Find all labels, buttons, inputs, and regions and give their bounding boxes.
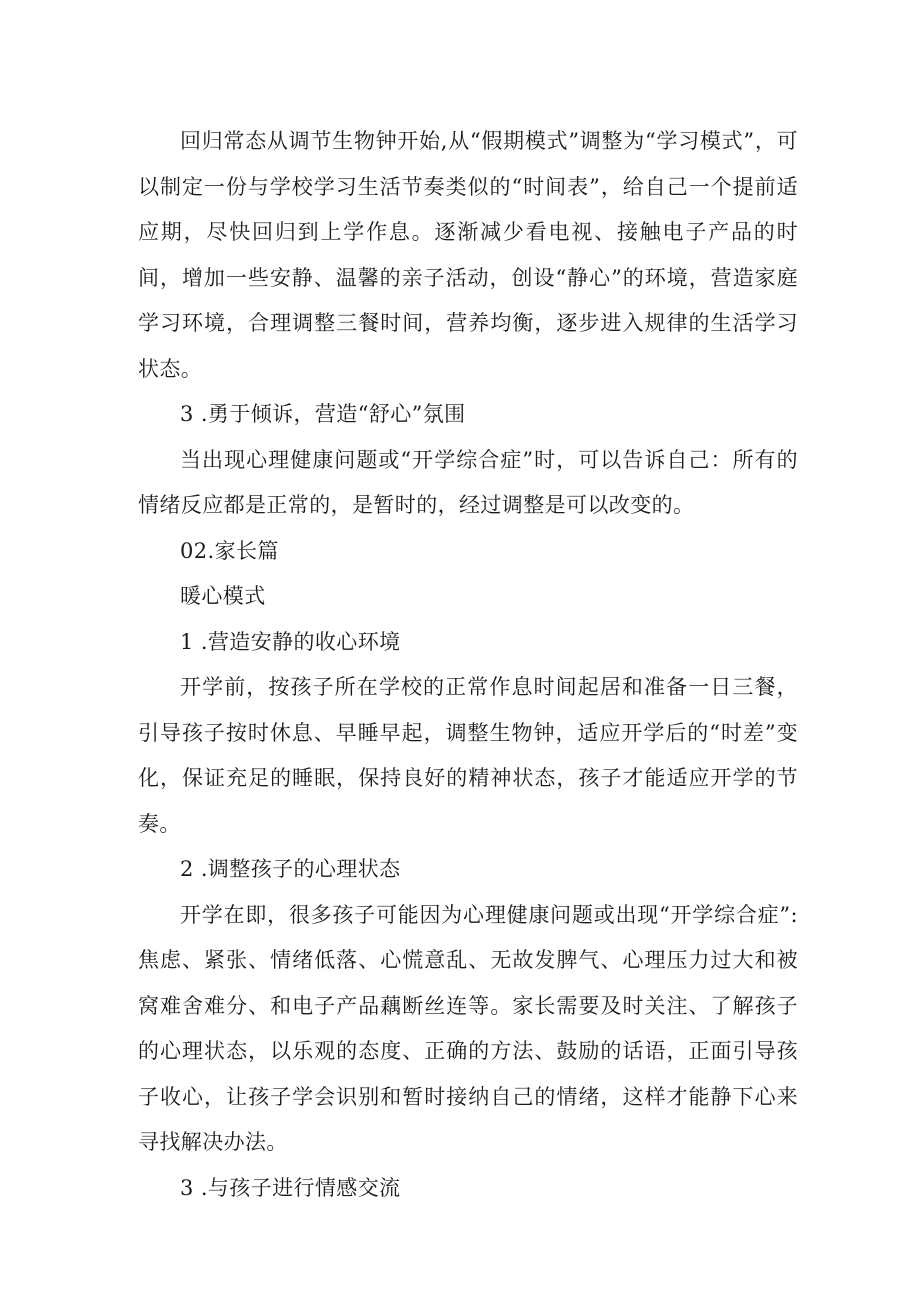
paragraph-schedule: 开学前，按孩子所在学校的正常作息时间起居和准备一日三餐，引导孩子按时休息、早睡早起，调整生物钟，适应开学后的“时差”变化，保证充足的睡眠，保持良好的精神状态，孩子才能适应开学的节奏。 [138, 675, 798, 836]
heading-emotional-communication: 3 .与孩子进行情感交流 [180, 1175, 401, 1200]
paragraph-emotions: 当出现心理健康问题或“开学综合症”时，可以告诉自己：所有的情绪反应都是正常的，是暂时的，经过调整是可以改变的。 [138, 447, 798, 517]
document-body [138, 119, 798, 1211]
subheading-warm-mode: 暖心模式 [180, 584, 266, 608]
paragraph-routine: 回归常态从调节生物钟开始,从“假期模式”调整为“学习模式”，可以制定一份与学校学习生活节奏类似的“时间表”，给自己一个提前适应期，尽快回归到上学作息。逐渐减少看电视、接触电子产品的时间，增加一些安静、温馨的亲子活动，创设“静心”的环境，营造家庭学习环境，合理调整三餐时间，营养均衡，逐步进入规律的生活学习状态。 [138, 129, 798, 381]
heading-quiet-environment: 1 .营造安静的收心环境 [180, 629, 401, 654]
heading-mental-state: 2 .调整孩子的心理状态 [180, 857, 401, 881]
section-heading-parents: 02.家长篇 [180, 538, 279, 563]
heading-confide: 3 .勇于倾诉，营造“舒心”氛围 [180, 402, 466, 426]
paragraph-mental-state: 开学在即，很多孩子可能因为心理健康问题或出现“开学综合症”:焦虑、紧张、情绪低落、心慌意乱、无故发脾气、心理压力过大和被窝难舍难分、和电子产品藕断丝连等。家长需要及时关注、了解孩子的心理状态，以乐观的态度、正确的方法、鼓励的话语，正面引导孩子收心，让孩子学会识别和暂时接纳自己的情绪，这样才能静下心来寻找解决办法。 [138, 902, 798, 1154]
